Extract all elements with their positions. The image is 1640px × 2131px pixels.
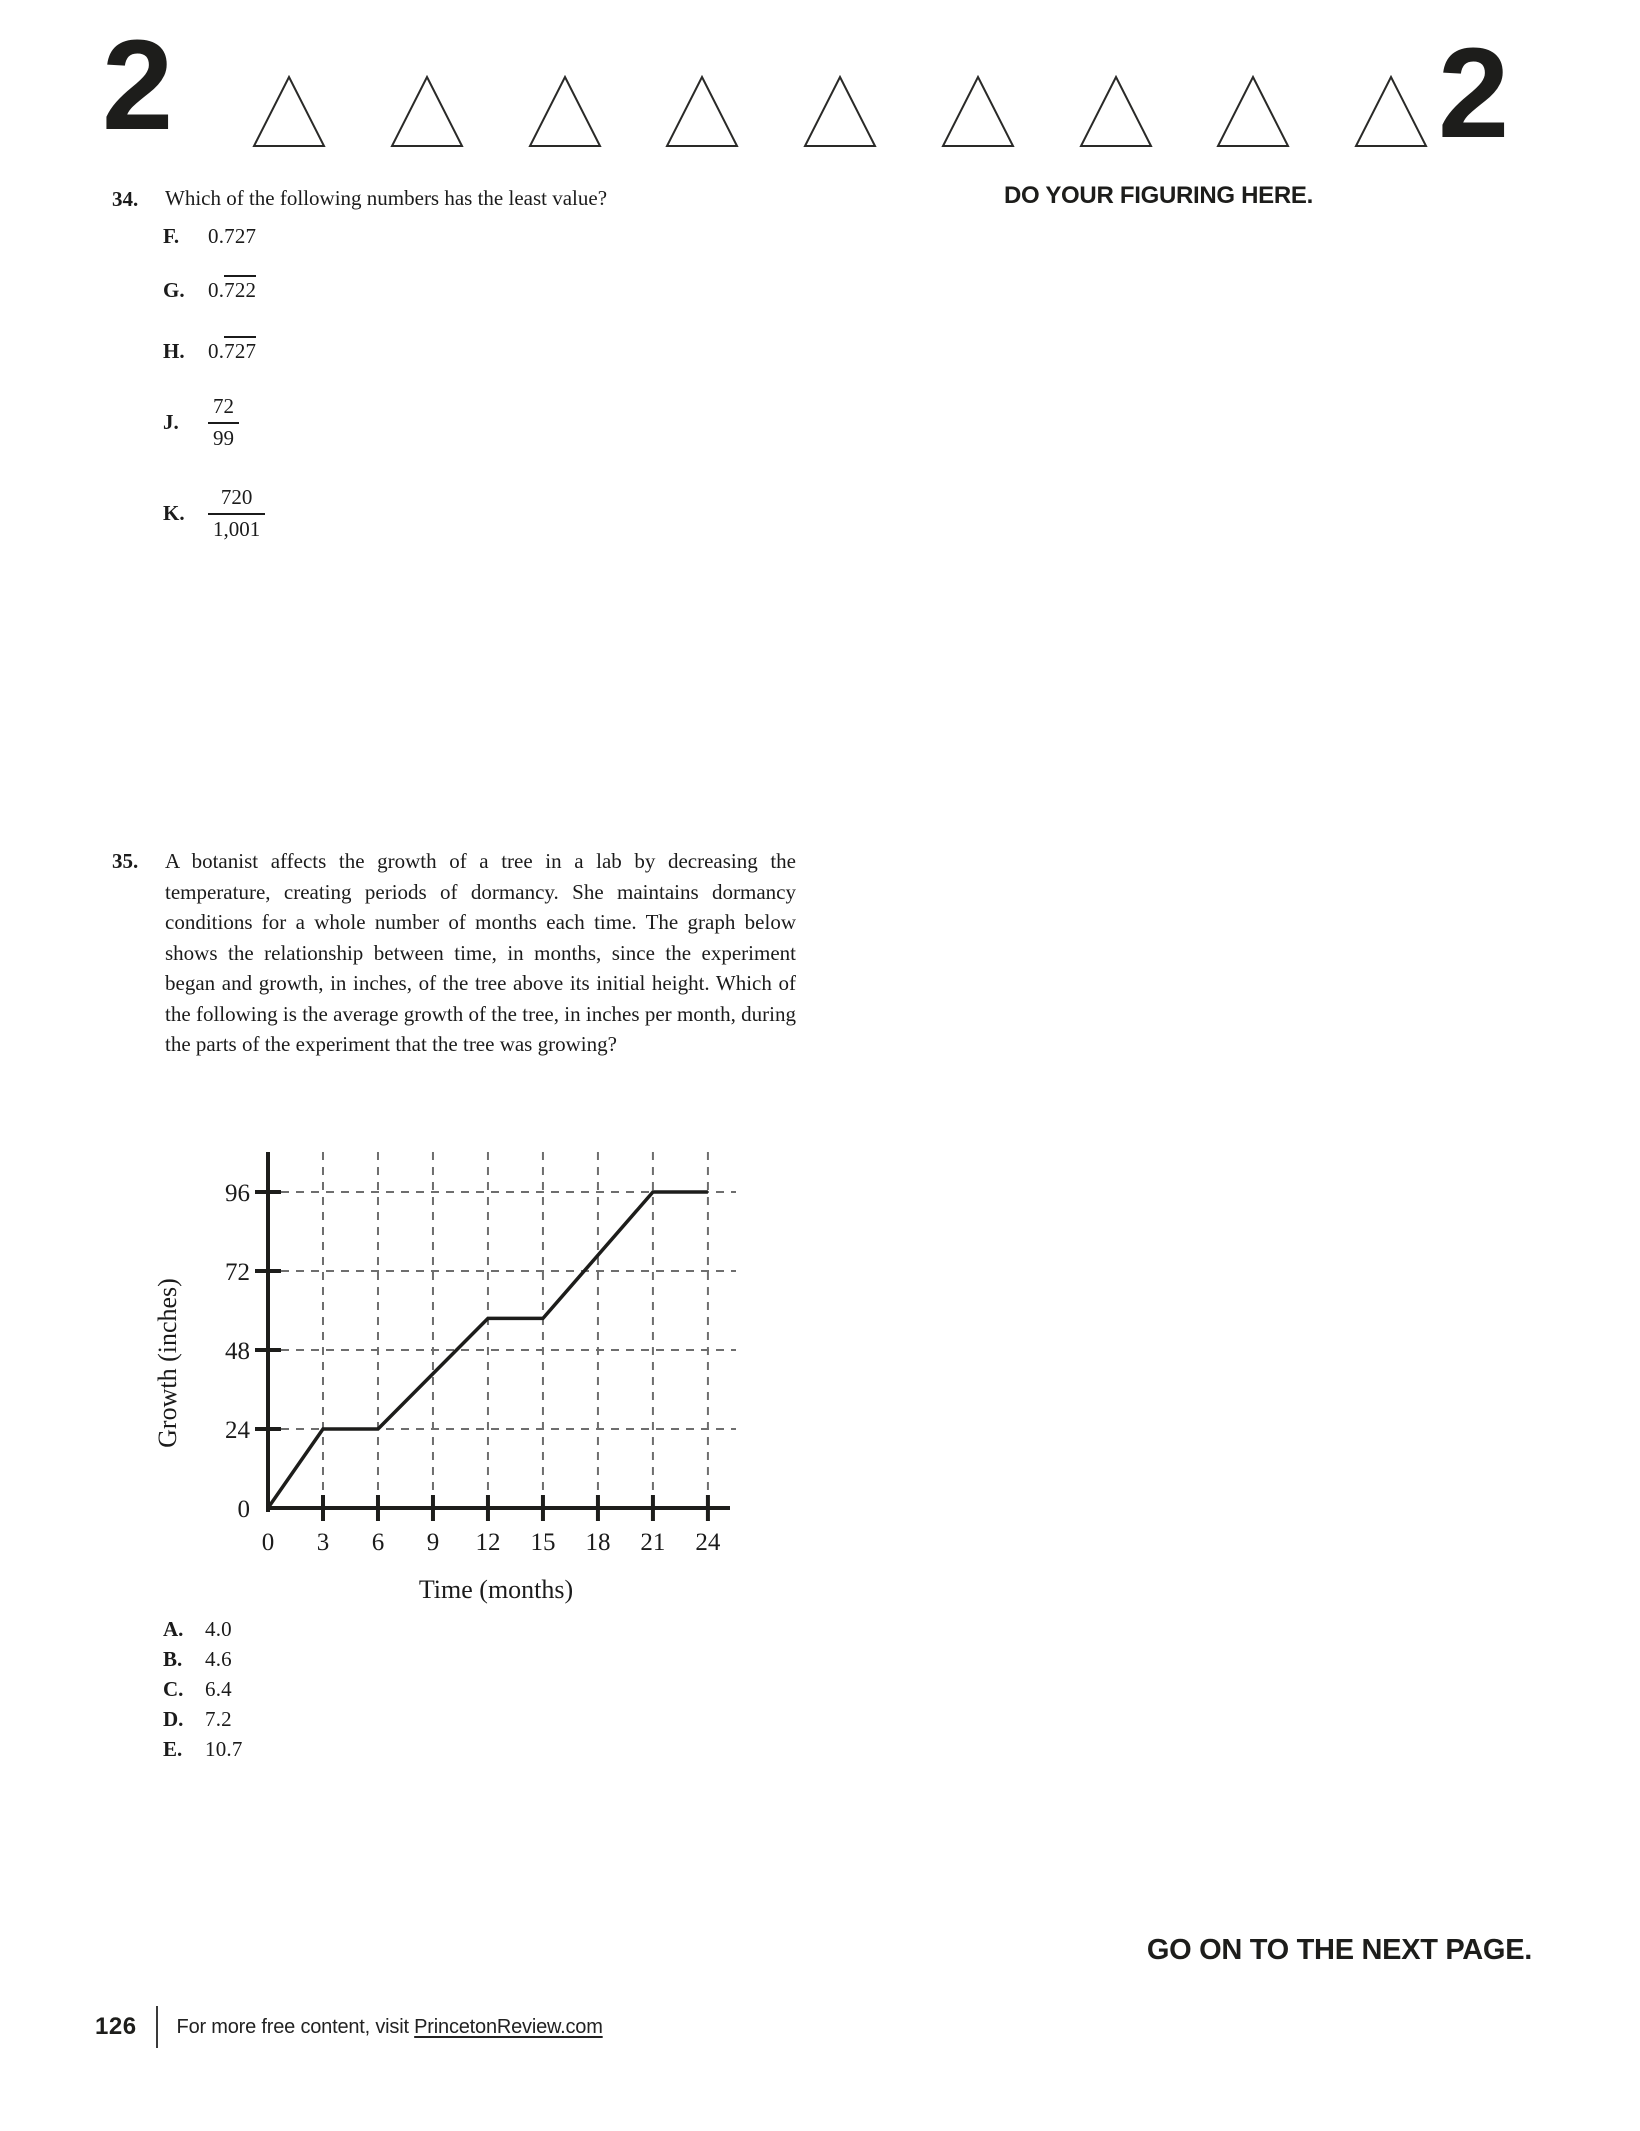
triangle-icon	[1354, 75, 1428, 148]
answer-option-a	[163, 1614, 243, 1644]
triangle-icon	[665, 75, 739, 148]
option-value: 0.727	[208, 224, 257, 248]
chart-gridlines	[281, 1152, 736, 1506]
fraction-denominator: 1,001	[208, 513, 265, 542]
answer-option-j	[112, 395, 757, 450]
triangle-icon	[941, 75, 1015, 148]
growth-chart-figure	[148, 1118, 788, 1618]
option-value: 4.6	[205, 1647, 232, 1671]
repeating-decimal-bar: 722	[224, 275, 256, 301]
option-letter: C.	[163, 1677, 184, 1701]
x-tick-label: 18	[585, 1529, 611, 1556]
answer-option-h	[112, 336, 757, 364]
x-tick-label: 6	[371, 1529, 385, 1556]
y-tick-label: 72	[225, 1258, 250, 1286]
option-letter: K.	[163, 501, 185, 526]
fraction-numerator: 720	[220, 485, 253, 510]
x-tick-label: 15	[530, 1529, 556, 1556]
option-letter: A.	[163, 1617, 184, 1641]
y-tick-label: 0	[237, 1496, 250, 1523]
fraction	[208, 395, 239, 450]
y-tick-label: 96	[225, 1179, 250, 1207]
footer-message: For more free content, visit	[176, 2015, 415, 2038]
page-footer	[95, 2006, 603, 2048]
option-letter: D.	[163, 1707, 184, 1731]
section-number-left: 2	[102, 14, 170, 157]
growth-line-chart	[148, 1118, 788, 1618]
x-tick-label: 0	[261, 1529, 275, 1556]
question-34	[112, 184, 757, 541]
repeating-decimal-bar: 727	[224, 336, 256, 362]
answer-option-d	[163, 1704, 243, 1734]
answer-option-f	[112, 224, 757, 249]
option-value: 6.4	[205, 1677, 232, 1701]
footer-divider	[156, 2006, 158, 2048]
chart-tick-labels	[225, 1180, 721, 1556]
triangle-icon	[1079, 75, 1153, 148]
x-tick-label: 9	[426, 1529, 440, 1556]
option-letter: H.	[163, 339, 185, 363]
x-tick-label: 21	[640, 1529, 666, 1556]
triangle-icon	[390, 75, 464, 148]
x-tick-label: 24	[695, 1529, 721, 1556]
triangle-icon	[528, 75, 602, 148]
triangle-icon	[252, 75, 326, 148]
option-value: 4.0	[205, 1617, 232, 1641]
triangle-icon	[1216, 75, 1290, 148]
footer-text	[177, 2016, 603, 2039]
page-number: 126	[95, 2013, 137, 2040]
option-letter: G.	[163, 278, 185, 302]
triangle-divider	[252, 74, 1428, 148]
option-letter: B.	[163, 1647, 183, 1671]
footer-link[interactable]: PrincetonReview.com	[414, 2015, 603, 2038]
go-on-instruction: GO ON TO THE NEXT PAGE.	[1146, 1934, 1532, 1966]
figuring-note: DO YOUR FIGURING HERE.	[1004, 182, 1313, 209]
answer-option-e	[163, 1734, 243, 1764]
question-number: 35.	[112, 849, 139, 873]
fraction-numerator: 72	[213, 394, 234, 418]
x-tick-label: 3	[316, 1529, 330, 1556]
x-tick-label: 12	[475, 1529, 501, 1556]
option-letter: J.	[163, 410, 179, 435]
option-value: 7.2	[205, 1707, 232, 1731]
answer-option-b	[163, 1644, 243, 1674]
question-35	[112, 846, 796, 1060]
x-axis-label: Time (months)	[418, 1575, 574, 1604]
option-letter: F.	[163, 224, 180, 248]
decimal-prefix: 0.	[208, 339, 225, 363]
option-value	[208, 336, 256, 364]
section-number-right: 2	[1438, 22, 1506, 165]
fraction-denominator: 99	[208, 422, 239, 451]
y-axis-label: Growth (inches)	[153, 1278, 182, 1448]
option-letter: E.	[163, 1737, 183, 1761]
answer-option-c	[163, 1674, 243, 1704]
answer-option-g	[112, 275, 757, 303]
option-value: 10.7	[205, 1737, 243, 1761]
fraction	[208, 486, 265, 541]
question-text: Which of the following numbers has the least value?	[165, 186, 608, 210]
question-text: A botanist affects the growth of a tree in a lab by decreasing the temperature, creating periods of dormancy. She maintains dormancy conditions for a whole number of months each time. The graph below shows the relationship between time, in months, since the experiment began and growth, in inches, of the tree above its initial height. Which of the following is the average growth of the tree, in inches per month, during the parts of the experiment that the tree was growing?	[165, 849, 796, 1056]
chart-axes	[255, 1152, 730, 1521]
question-number: 34.	[112, 187, 139, 211]
decimal-prefix: 0.	[208, 278, 225, 302]
y-tick-label: 24	[225, 1416, 250, 1444]
question-35-options	[163, 1614, 243, 1764]
option-value	[208, 275, 256, 303]
y-tick-label: 48	[225, 1337, 250, 1365]
triangle-icon	[803, 75, 877, 148]
answer-option-k	[112, 486, 757, 541]
